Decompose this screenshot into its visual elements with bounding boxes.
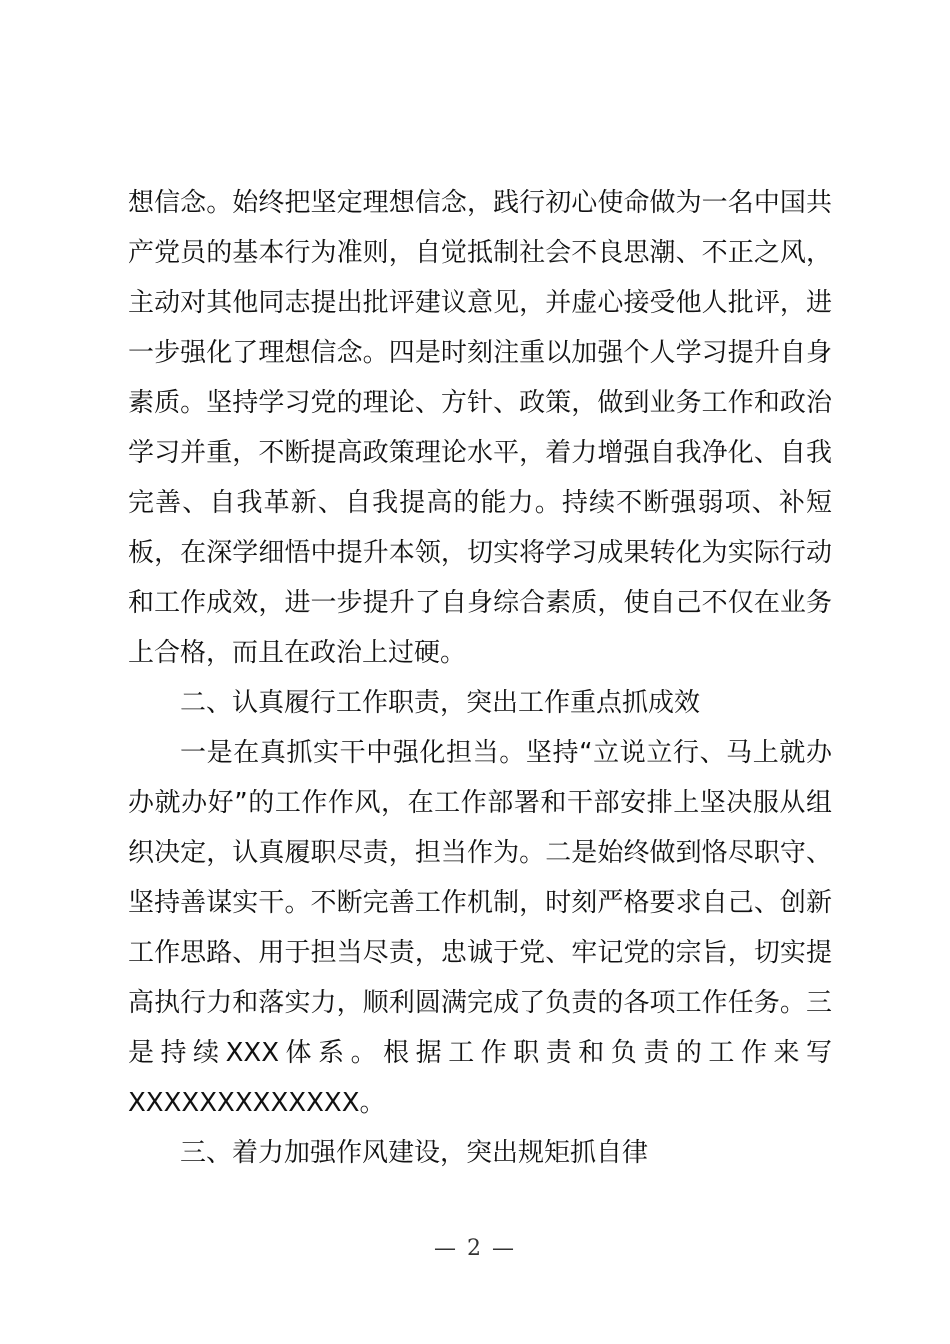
paragraph-duties: 一是在真抓实干中强化担当。坚持“立说立行、马上就办办就办好”的工作作风，在工作部署和干部安排上坚决服从组织决定，认真履职尽责，担当作为。二是始终做到恪尽职守、坚持善谋实干。不断完善工作机制，时刻严格要求自己、创新工作思路、用于担当尽责，忠诚于党、牢记党的宗旨，切实提高执行力和落实力，顺利圆满完成了负责的各项工作任务。三是持续XXX体系。根据工作职责和负责的工作来写XXXXXXXXXXXXX。 <box>128 738 832 1118</box>
section-heading-two: 二、认真履行工作职责，突出工作重点抓成效 <box>180 688 701 718</box>
page-number: — 2 — <box>434 1236 516 1261</box>
section-heading-three: 三、着力加强作风建设，突出规矩抓自律 <box>180 1138 649 1168</box>
paragraph-ideals: 想信念。始终把坚定理想信念，践行初心使命做为一名中国共产党员的基本行为准则，自觉抵制社会不良思潮、不正之风，主动对其他同志提出批评建议意见，并虚心接受他人批评，进一步强化了理想信念。四是时刻注重以加强个人学习提升自身素质。坚持学习党的理论、方针、政策，做到业务工作和政治学习并重，不断提高政策理论水平，着力增强自我净化、自我完善、自我革新、自我提高的能力。持续不断强弱项、补短板，在深学细悟中提升本领，切实将学习成果转化为实际行动和工作成效，进一步提升了自身综合素质，使自己不仅在业务上合格，而且在政治上过硬。 <box>128 188 832 668</box>
document-body <box>128 178 832 1178</box>
